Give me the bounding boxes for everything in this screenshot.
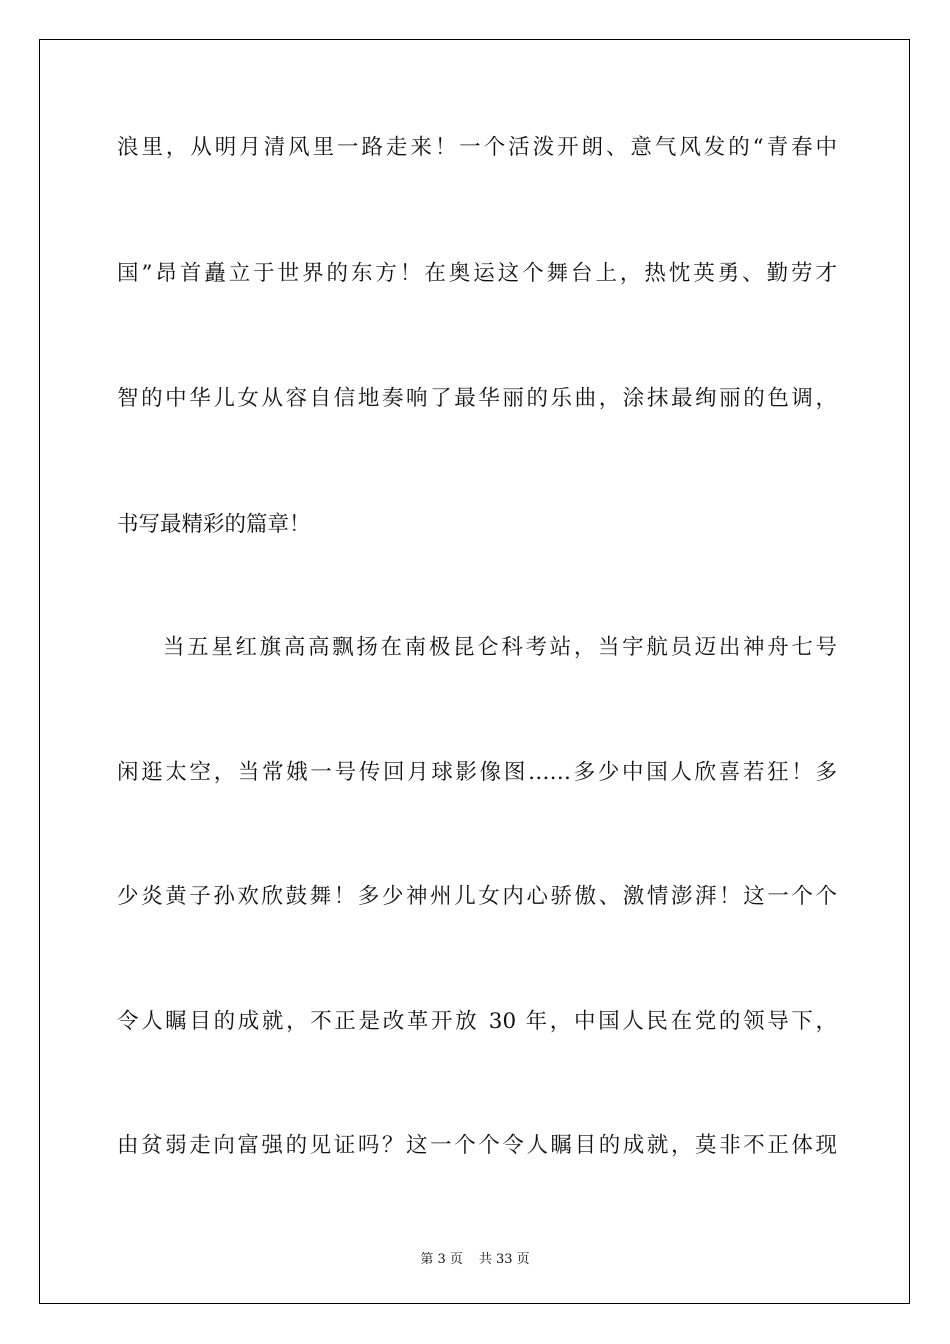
text-line: 书写最精彩的篇章！ (117, 512, 311, 537)
text-line: 令人瞩目的成就，不正是改革开放 30 年，中国人民在党的领导下， (117, 1009, 837, 1034)
page-border (39, 39, 910, 1304)
text-line: 少炎黄子孙欢欣鼓舞！多少神州儿女内心骄傲、激情澎湃！这一个个 (117, 884, 837, 909)
text-line: 智的中华儿女从容自信地奏响了最华丽的乐曲，涂抹最绚丽的色调， (117, 386, 837, 411)
text-line: 浪里，从明月清风里一路走来！一个活泼开朗、意气风发的“青春中 (117, 135, 837, 160)
text-line: 闲逛太空，当常娥一号传回月球影像图……多少中国人欣喜若狂！多 (117, 760, 837, 785)
page-total: 共 33 页 (478, 1252, 530, 1267)
text-line: 当五星红旗高高飘扬在南极昆仑科考站，当宇航员迈出神舟七号 (163, 635, 837, 660)
page-number: 第 3 页 (420, 1252, 463, 1267)
page-footer (0, 1248, 950, 1267)
text-line: 国”昂首矗立于世界的东方！在奥运这个舞台上，热忱英勇、勤劳才 (117, 261, 837, 286)
text-line: 由贫弱走向富强的见证吗？这一个个令人瞩目的成就，莫非不正体现 (117, 1133, 837, 1158)
